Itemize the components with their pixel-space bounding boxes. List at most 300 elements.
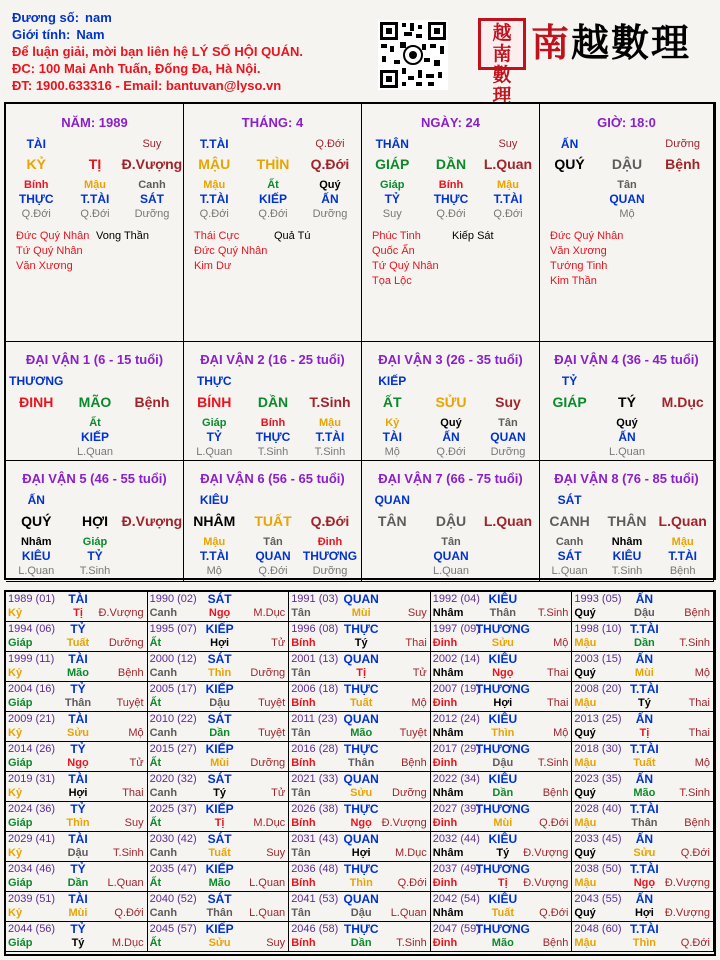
- year-branch: Thân: [489, 607, 516, 619]
- year-phase: Suy: [407, 607, 427, 619]
- pillar-branch-main: Bệnh: [665, 156, 701, 172]
- year-phase: Dưỡng: [250, 757, 286, 769]
- year-stem: Đinh: [432, 937, 458, 949]
- star-item: Văn Xương: [16, 260, 73, 272]
- pillar-hidden-stem: Tân: [263, 536, 283, 548]
- pillar-branch-main: DẬU: [611, 156, 643, 172]
- year-branch: Hợi: [210, 637, 230, 649]
- pillar-branch-main: SỬU: [435, 394, 467, 410]
- pillar-hidden-stem: Đinh: [317, 536, 343, 548]
- pillar-hidden-phase: Suy: [382, 208, 402, 220]
- brand-char: 越: [571, 20, 612, 65]
- year-phase: Tuyệt: [258, 697, 286, 709]
- pillar-branch-main: THÌN: [256, 156, 290, 172]
- year-cell: [431, 592, 573, 622]
- year-cell: [148, 592, 290, 622]
- year-god: KIẾP: [205, 802, 234, 816]
- year-label: 2032 (44): [432, 833, 480, 845]
- pillar-hidden-stem: Bính: [24, 179, 49, 191]
- year-branch: Thân: [206, 907, 233, 919]
- year-stem: Giáp: [8, 697, 33, 709]
- year-label: 2029 (41): [8, 833, 56, 845]
- year-branch: Hợi: [634, 907, 654, 919]
- pillar-hidden-phase: T.Sinh: [79, 565, 111, 577]
- year-god: T.TÀI: [630, 682, 659, 696]
- pillar-hidden-phase: Dưỡng: [312, 565, 348, 577]
- pillar-hidden-god: QUAN: [490, 430, 526, 444]
- year-cell: [289, 742, 431, 772]
- year-label: 2027 (39): [432, 803, 480, 815]
- year-god: T.TÀI: [630, 802, 659, 816]
- year-label: 1999 (11): [8, 653, 55, 665]
- year-god: QUAN: [343, 652, 379, 666]
- year-label: 2034 (46): [8, 863, 56, 875]
- pillar-hidden-stem: Mậu: [671, 536, 694, 548]
- year-stem: Đinh: [432, 757, 458, 769]
- year-cell: [431, 832, 573, 862]
- year-cell: [148, 862, 290, 892]
- year-branch: Mùi: [493, 817, 513, 829]
- dai-van-cell: [540, 461, 714, 582]
- pillar-hidden-stem: Tân: [498, 417, 518, 429]
- pillar-hidden-stem: Mậu: [84, 179, 106, 191]
- year-cell: [148, 922, 290, 952]
- pillar-title: GIỜ: 18:0: [597, 115, 656, 130]
- year-cell: [148, 682, 290, 712]
- star-item: Đức Quý Nhân: [16, 230, 90, 242]
- year-label: 2003 (15): [574, 653, 622, 665]
- year-stem: Nhâm: [432, 667, 464, 679]
- pillar-cell: [540, 104, 714, 342]
- year-branch: Hợi: [493, 697, 513, 709]
- year-phase: T.Sinh: [396, 937, 427, 949]
- year-god: TÀI: [68, 832, 88, 846]
- year-label: 2024 (36): [8, 803, 56, 815]
- star-item: Tọa Lộc: [372, 275, 412, 287]
- year-stem: Bính: [291, 637, 316, 649]
- year-label: 2020 (32): [149, 773, 197, 785]
- year-stem: Canh: [149, 907, 178, 919]
- pillar-hidden-phase: L.Quan: [76, 446, 114, 458]
- pillar-hidden-god: QUAN: [433, 549, 469, 563]
- pillar-branch-main: DẬU: [435, 513, 467, 529]
- year-branch: Tuất: [491, 907, 514, 919]
- year-branch: Tị: [73, 607, 83, 619]
- year-god: ẤN: [635, 592, 654, 606]
- year-label: 2021 (33): [291, 773, 339, 785]
- pillar-hidden-stem: Tân: [617, 179, 637, 191]
- year-phase: Bệnh: [117, 667, 144, 679]
- brand-char: 理: [651, 20, 692, 65]
- year-phase: L.Quan: [249, 877, 286, 889]
- year-stem: Quý: [574, 667, 596, 679]
- year-cell: [289, 922, 431, 952]
- year-god: THƯƠNG: [475, 622, 530, 636]
- year-label: 2030 (42): [149, 833, 197, 845]
- year-god: THƯƠNG: [475, 682, 530, 696]
- pillar-hidden-phase: Mộ: [206, 565, 222, 577]
- pillar-hidden-phase: Dưỡng: [490, 446, 526, 458]
- year-god: THỰC: [343, 682, 379, 696]
- year-god: SÁT: [207, 712, 232, 726]
- year-phase: Bệnh: [401, 757, 427, 769]
- year-stem: Kỷ: [8, 607, 23, 619]
- pillar-hidden-stem: Giáp: [82, 536, 108, 548]
- year-branch: Mùi: [68, 907, 88, 919]
- year-stem: Mậu: [574, 697, 597, 709]
- year-phase: Thai: [688, 697, 710, 709]
- year-label: 2025 (37): [149, 803, 197, 815]
- year-stem: Canh: [149, 847, 178, 859]
- year-cell: [6, 742, 148, 772]
- year-cell: [148, 802, 290, 832]
- year-label: 2040 (52): [149, 893, 197, 905]
- pillar-hidden-stem: Giáp: [380, 179, 405, 191]
- year-branch: Dậu: [209, 697, 230, 709]
- year-branch: Ngọ: [67, 757, 89, 769]
- year-cell: [431, 622, 573, 652]
- info-label: ĐC: 100 Mai Anh Tuấn, Đống Đa, Hà Nội.: [12, 61, 261, 76]
- year-stem: Nhâm: [432, 727, 464, 739]
- pillar-branch-main: L.Quan: [658, 513, 707, 529]
- year-branch: Hợi: [68, 787, 88, 799]
- star-item: Kiếp Sát: [452, 230, 494, 242]
- year-label: 2006 (18): [291, 683, 339, 695]
- year-label: 2007 (19): [432, 683, 480, 695]
- year-label: 2023 (35): [574, 773, 622, 785]
- year-label: 2011 (23): [291, 713, 338, 725]
- year-branch: Tuất: [208, 847, 231, 859]
- year-stem: Canh: [149, 607, 178, 619]
- year-branch: Dần: [209, 727, 230, 739]
- year-god: TÀI: [68, 712, 88, 726]
- year-label: 2017 (29): [432, 743, 480, 755]
- year-cell: [289, 682, 431, 712]
- year-phase: Đ.Vượng: [664, 907, 710, 919]
- star-item: Quả Tú: [274, 230, 311, 242]
- year-cell: [148, 652, 290, 682]
- pillar-hidden-phase: Dưỡng: [312, 208, 348, 220]
- dai-van-god: QUAN: [374, 493, 410, 507]
- star-item: Thái Cực: [194, 230, 240, 242]
- pillar-phase-top: Suy: [142, 138, 162, 150]
- dai-van-cell: [184, 342, 362, 461]
- qr-code-icon[interactable]: [378, 20, 448, 90]
- year-label: 1994 (06): [8, 623, 56, 635]
- year-god: KIÊU: [488, 592, 518, 606]
- year-god: THỰC: [343, 862, 379, 876]
- year-cell: [572, 622, 714, 652]
- year-label: 2004 (16): [8, 683, 56, 695]
- year-stem: Ất: [149, 817, 162, 829]
- pillar-hidden-phase: T.Sinh: [257, 446, 289, 458]
- year-branch: Mùi: [351, 607, 371, 619]
- year-branch: Tị: [214, 817, 225, 829]
- year-cell: [6, 832, 148, 862]
- year-god: KIẾP: [205, 622, 234, 636]
- year-branch: Hợi: [351, 847, 371, 859]
- year-branch: Dần: [67, 877, 89, 889]
- pillar-hidden-god: THỰC: [18, 192, 54, 206]
- seal-char: 理: [492, 85, 512, 107]
- year-label: 1993 (05): [574, 593, 622, 605]
- year-phase: Mộ: [411, 697, 427, 709]
- year-label: 2044 (56): [8, 923, 56, 935]
- info-line: [12, 44, 303, 59]
- pillar-branch-main: DẦN: [257, 394, 289, 410]
- pillar-hidden-phase: Q.Đới: [21, 208, 51, 220]
- year-branch: Sửu: [66, 727, 90, 739]
- year-god: T.TÀI: [630, 622, 659, 636]
- year-phase: T.Sinh: [113, 847, 144, 859]
- year-branch: Thìn: [491, 727, 515, 739]
- year-cell: [431, 772, 573, 802]
- pillar-branch-main: Q.Đới: [310, 156, 350, 172]
- year-branch: Tị: [356, 667, 367, 679]
- star-item: Tứ Quý Nhân: [372, 260, 439, 272]
- year-cell: [572, 682, 714, 712]
- year-branch: Tuất: [66, 637, 90, 649]
- pillar-cell: [184, 104, 362, 342]
- pillar-branch-main: BÍNH: [197, 394, 232, 410]
- pillar-hidden-god: T.TÀI: [199, 549, 229, 563]
- star-item: Vong Thần: [96, 230, 150, 242]
- pillar-hidden-phase: Q.Đới: [436, 446, 466, 458]
- year-phase: Q.Đới: [539, 907, 569, 919]
- year-cell: [148, 712, 290, 742]
- year-stem: Giáp: [8, 817, 33, 829]
- year-stem: Mậu: [574, 877, 597, 889]
- year-cell: [572, 922, 714, 952]
- year-branch: Mão: [633, 787, 656, 799]
- pillar-branch-main: NHÂM: [193, 513, 236, 529]
- year-branch: Tị: [497, 877, 508, 889]
- pillar-god-top: THÂN: [375, 137, 409, 151]
- year-god: KIẾP: [205, 682, 234, 696]
- pillar-cell: [6, 104, 184, 342]
- year-phase: L.Quan: [107, 877, 144, 889]
- year-branch: Dậu: [350, 907, 372, 919]
- pillar-hidden-phase: Q.Đới: [436, 208, 466, 220]
- year-god: SÁT: [207, 772, 232, 786]
- year-stem: Tân: [291, 847, 311, 859]
- dai-van-title: ĐẠI VẬN 5 (46 - 55 tuổi): [22, 471, 167, 486]
- seal-char: 越: [492, 22, 512, 44]
- year-cell: [289, 622, 431, 652]
- year-label: 2010 (22): [149, 713, 197, 725]
- year-cell: [572, 772, 714, 802]
- year-phase: Tử: [271, 637, 286, 649]
- year-god: T.TÀI: [630, 742, 659, 756]
- year-god: KIÊU: [488, 712, 518, 726]
- year-label: 1990 (02): [149, 593, 197, 605]
- star-item: Đức Quý Nhân: [550, 230, 624, 242]
- year-branch: Ngọ: [208, 607, 231, 619]
- year-god: TỶ: [70, 922, 86, 936]
- dai-van-title: ĐẠI VẬN 1 (6 - 15 tuổi): [25, 352, 164, 367]
- star-item: Tứ Quý Nhân: [16, 245, 83, 257]
- pillar-hidden-stem: Mậu: [203, 179, 226, 191]
- pillar-hidden-phase: L.Quan: [196, 446, 233, 458]
- year-phase: Thai: [122, 787, 144, 799]
- seal-char: 南: [492, 43, 512, 65]
- year-cell: [431, 892, 573, 922]
- year-stem: Ất: [149, 937, 162, 949]
- year-branch: Tý: [71, 937, 85, 949]
- year-label: 2042 (54): [432, 893, 480, 905]
- pillar-branch-main: THÂN: [607, 513, 647, 529]
- year-cell: [6, 892, 148, 922]
- year-cell: [6, 802, 148, 832]
- year-branch: Ngọ: [350, 817, 372, 829]
- year-stem: Đinh: [432, 637, 458, 649]
- year-god: KIÊU: [488, 772, 518, 786]
- year-branch: Tị: [639, 727, 650, 739]
- year-god: QUAN: [343, 832, 379, 846]
- year-god: THỰC: [343, 922, 379, 936]
- year-god: THƯƠNG: [475, 862, 530, 876]
- year-label: 2001 (13): [291, 653, 339, 665]
- year-cell: [148, 622, 290, 652]
- annual-luck-grid: [4, 590, 716, 956]
- year-stem: Bính: [291, 817, 316, 829]
- year-stem: Quý: [574, 847, 596, 859]
- year-label: 2037 (49): [432, 863, 480, 875]
- year-stem: Kỷ: [8, 907, 23, 919]
- year-god: TỶ: [70, 742, 86, 756]
- year-branch: Thân: [64, 697, 92, 709]
- year-stem: Kỷ: [8, 727, 23, 739]
- year-stem: Tân: [291, 607, 311, 619]
- year-label: 1996 (08): [291, 623, 339, 635]
- year-label: 2038 (50): [574, 863, 622, 875]
- year-branch: Tý: [496, 847, 510, 859]
- seal-char: 數: [492, 64, 512, 86]
- pillar-hidden-god: KIÊU: [612, 549, 642, 563]
- year-phase: L.Quan: [390, 907, 427, 919]
- year-cell: [431, 802, 573, 832]
- dai-van-title: ĐẠI VẬN 2 (16 - 25 tuổi): [200, 352, 345, 367]
- year-god: QUAN: [343, 772, 379, 786]
- year-god: TỶ: [70, 862, 86, 876]
- year-god: KIẾP: [205, 922, 234, 936]
- pillar-hidden-god: TÀI: [382, 430, 402, 444]
- year-phase: Thai: [546, 667, 569, 679]
- star-item: Kim Thần: [550, 275, 597, 287]
- year-cell: [572, 592, 714, 622]
- dai-van-title: ĐẠI VẬN 4 (36 - 45 tuổi): [554, 352, 699, 367]
- year-stem: Giáp: [8, 757, 33, 769]
- pillar-branch-main: TUẤT: [254, 513, 292, 529]
- year-cell: [6, 712, 148, 742]
- pillar-hidden-stem: Mậu: [203, 536, 226, 548]
- pillar-branch-main: L.Quan: [483, 513, 533, 529]
- year-cell: [289, 892, 431, 922]
- year-phase: Suy: [124, 817, 144, 829]
- year-phase: Dưỡng: [392, 787, 427, 799]
- seal-logo: [478, 18, 526, 107]
- year-phase: Thai: [546, 697, 569, 709]
- star-item: Tướng Tinh: [550, 260, 608, 272]
- pillar-hidden-stem: Bính: [260, 417, 286, 429]
- pillar-hidden-phase: L.Quan: [432, 565, 470, 577]
- pillar-hidden-phase: Bệnh: [669, 565, 696, 577]
- year-label: 2033 (45): [574, 833, 622, 845]
- brand-char: 南: [531, 20, 572, 65]
- pillar-hidden-phase: Mộ: [619, 208, 635, 220]
- pillar-hidden-phase: T.Sinh: [611, 565, 643, 577]
- year-label: 2041 (53): [291, 893, 339, 905]
- pillar-phase-top: Suy: [498, 138, 518, 150]
- year-stem: Tân: [291, 727, 311, 739]
- year-branch: Dần: [350, 937, 372, 949]
- year-phase: Q.Đới: [680, 937, 710, 949]
- pillar-title: THÁNG: 4: [241, 115, 304, 130]
- year-stem: Quý: [574, 787, 596, 799]
- year-phase: Tử: [412, 667, 427, 679]
- year-god: THƯƠNG: [475, 922, 530, 936]
- info-line: [12, 10, 112, 25]
- dai-van-cell: [6, 342, 184, 461]
- year-branch: Dậu: [492, 757, 514, 769]
- pillar-hidden-god: THƯƠNG: [302, 549, 358, 563]
- year-stem: Nhâm: [432, 787, 464, 799]
- year-god: TÀI: [68, 592, 88, 606]
- year-god: SÁT: [207, 592, 232, 606]
- pillar-branch-main: ẤT: [382, 394, 402, 410]
- pillar-hidden-stem: Canh: [555, 536, 584, 548]
- year-god: TỶ: [70, 802, 86, 816]
- year-phase: Q.Đới: [539, 817, 569, 829]
- year-stem: Kỷ: [8, 667, 23, 679]
- pillar-hidden-god: ẤN: [618, 430, 636, 444]
- pillar-hidden-stem: Quý: [440, 417, 462, 429]
- year-cell: [431, 862, 573, 892]
- year-label: 2009 (21): [8, 713, 56, 725]
- dai-van-cell: [362, 342, 540, 461]
- year-cell: [431, 712, 573, 742]
- year-phase: Tuyệt: [258, 727, 286, 739]
- year-god: QUAN: [343, 712, 379, 726]
- year-phase: Đ.Vượng: [523, 877, 569, 889]
- year-god: THỰC: [343, 622, 379, 636]
- pillar-hidden-god: KIÊU: [21, 549, 51, 563]
- year-cell: [572, 802, 714, 832]
- year-label: 2035 (47): [149, 863, 197, 875]
- pillar-branch-main: MẬU: [198, 156, 231, 172]
- year-branch: Mùi: [634, 667, 654, 679]
- year-branch: Tuất: [349, 697, 373, 709]
- pillar-hidden-phase: Mộ: [384, 446, 400, 458]
- year-label: 1989 (01): [8, 593, 56, 605]
- pillar-branch-main: ĐINH: [19, 394, 54, 410]
- year-god: THỰC: [343, 802, 379, 816]
- dai-van-title: ĐẠI VẬN 7 (66 - 75 tuổi): [378, 471, 523, 486]
- pillar-branch-main: GIÁP: [552, 394, 587, 410]
- year-label: 1992 (04): [432, 593, 480, 605]
- year-cell: [289, 592, 431, 622]
- year-cell: [289, 862, 431, 892]
- year-branch: Mùi: [210, 757, 230, 769]
- year-branch: Mão: [350, 727, 373, 739]
- year-stem: Tân: [291, 667, 311, 679]
- year-phase: Q.Đới: [680, 847, 710, 859]
- year-cell: [289, 802, 431, 832]
- year-stem: Canh: [149, 787, 178, 799]
- pillar-branch-main: KỶ: [26, 156, 46, 172]
- year-phase: Bệnh: [684, 607, 710, 619]
- pillar-hidden-god: THỰC: [255, 430, 291, 444]
